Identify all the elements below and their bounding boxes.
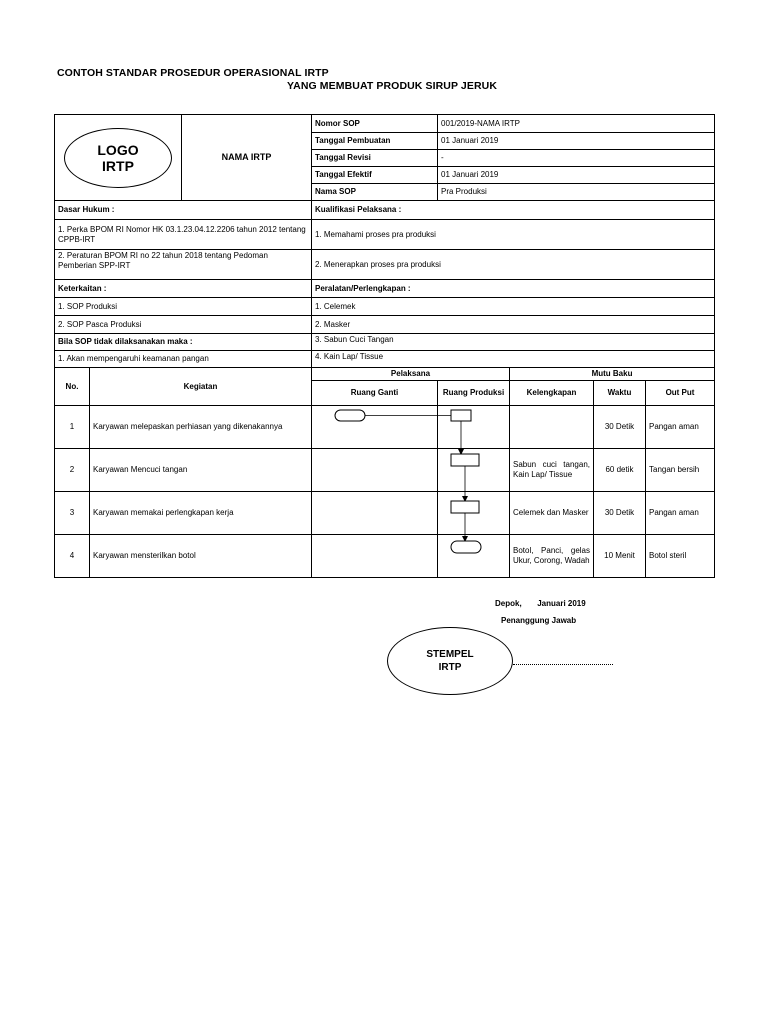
col-header-ruang-ganti: Ruang Ganti bbox=[312, 380, 438, 405]
col-header-no: No. bbox=[55, 368, 90, 406]
peralatan-item: 1. Celemek bbox=[312, 298, 715, 316]
peralatan-item: 3. Sabun Cuci Tangan bbox=[312, 334, 715, 351]
dasar-hukum-label: Dasar Hukum : bbox=[55, 201, 312, 220]
step-no: 2 bbox=[55, 448, 90, 491]
field-value-tanggal-revisi: - bbox=[438, 150, 715, 167]
kualifikasi-label: Kualifikasi Pelaksana : bbox=[312, 201, 715, 220]
step-no: 1 bbox=[55, 405, 90, 448]
field-label-tanggal-revisi: Tanggal Revisi bbox=[312, 150, 438, 167]
signature-line bbox=[513, 664, 613, 665]
step-no: 3 bbox=[55, 491, 90, 534]
col-header-waktu: Waktu bbox=[594, 380, 646, 405]
col-header-mutu-baku: Mutu Baku bbox=[510, 368, 715, 381]
step-waktu: 60 detik bbox=[594, 448, 646, 491]
field-label-tanggal-efektif: Tanggal Efektif bbox=[312, 167, 438, 184]
col-header-output: Out Put bbox=[646, 380, 715, 405]
step-output: Pangan aman bbox=[646, 405, 715, 448]
field-label-nama-sop: Nama SOP bbox=[312, 184, 438, 201]
stamp-placeholder: STEMPEL IRTP bbox=[387, 627, 513, 695]
peralatan-label: Peralatan/Perlengkapan : bbox=[312, 280, 715, 298]
step-kegiatan: Karyawan Mencuci tangan bbox=[90, 448, 312, 491]
step-kelengkapan: Botol, Panci, gelas Ukur, Corong, Wadah bbox=[510, 534, 594, 577]
flow-end-terminator bbox=[451, 541, 481, 553]
flow-process-box bbox=[451, 454, 479, 466]
process-flowchart bbox=[311, 405, 511, 577]
field-label-nomor-sop: Nomor SOP bbox=[312, 115, 438, 133]
field-value-tanggal-pembuatan: 01 Januari 2019 bbox=[438, 133, 715, 150]
company-name: NAMA IRTP bbox=[182, 115, 312, 201]
col-header-ruang-produksi: Ruang Produksi bbox=[438, 380, 510, 405]
step-output: Tangan bersih bbox=[646, 448, 715, 491]
dasar-hukum-item: 2. Peraturan BPOM RI no 22 tahun 2018 tentang Pedoman Pemberian SPP-IRT bbox=[55, 250, 312, 280]
field-value-nama-sop: Pra Produksi bbox=[438, 184, 715, 201]
keterkaitan-label: Keterkaitan : bbox=[55, 280, 312, 298]
dasar-hukum-item: 1. Perka BPOM RI Nomor HK 03.1.23.04.12.2206 tahun 2012 tentang CPPB-IRT bbox=[55, 220, 312, 250]
bila-sop-label: Bila SOP tidak dilaksanakan maka : bbox=[55, 334, 312, 351]
flow-process-box bbox=[451, 410, 471, 421]
document-title: CONTOH STANDAR PROSEDUR OPERASIONAL IRTP bbox=[57, 67, 329, 79]
step-kelengkapan: Sabun cuci tangan, Kain Lap/ Tissue bbox=[510, 448, 594, 491]
signature-role: Penanggung Jawab bbox=[501, 616, 577, 625]
col-header-kegiatan: Kegiatan bbox=[90, 368, 312, 406]
peralatan-item: 4. Kain Lap/ Tissue bbox=[312, 351, 715, 368]
field-value-nomor-sop: 001/2019-NAMA IRTP bbox=[438, 115, 715, 133]
keterkaitan-item: 1. SOP Produksi bbox=[55, 298, 312, 316]
kualifikasi-item: 1. Memahami proses pra produksi bbox=[312, 220, 715, 250]
peralatan-item: 2. Masker bbox=[312, 316, 715, 334]
logo-placeholder: LOGO IRTP bbox=[64, 128, 172, 188]
step-kelengkapan: Celemek dan Masker bbox=[510, 491, 594, 534]
flow-start-terminator bbox=[335, 410, 365, 421]
step-waktu: 30 Detik bbox=[594, 491, 646, 534]
bila-sop-item: 1. Akan mempengaruhi keamanan pangan bbox=[55, 351, 312, 368]
field-label-tanggal-pembuatan: Tanggal Pembuatan bbox=[312, 133, 438, 150]
step-kegiatan: Karyawan melepaskan perhiasan yang dikenakannya bbox=[90, 405, 312, 448]
kualifikasi-item: 2. Menerapkan proses pra produksi bbox=[312, 250, 715, 280]
col-header-kelengkapan: Kelengkapan bbox=[510, 380, 594, 405]
document-subtitle: YANG MEMBUAT PRODUK SIRUP JERUK bbox=[287, 80, 498, 92]
step-kelengkapan bbox=[510, 405, 594, 448]
step-no: 4 bbox=[55, 534, 90, 577]
signature-place-date: Depok, Januari 2019 bbox=[495, 599, 586, 608]
flow-process-box bbox=[451, 501, 479, 513]
step-output: Botol steril bbox=[646, 534, 715, 577]
field-value-tanggal-efektif: 01 Januari 2019 bbox=[438, 167, 715, 184]
step-kegiatan: Karyawan mensterilkan botol bbox=[90, 534, 312, 577]
keterkaitan-item: 2. SOP Pasca Produksi bbox=[55, 316, 312, 334]
step-output: Pangan aman bbox=[646, 491, 715, 534]
step-waktu: 10 Menit bbox=[594, 534, 646, 577]
step-kegiatan: Karyawan memakai perlengkapan kerja bbox=[90, 491, 312, 534]
logo-cell bbox=[55, 115, 182, 201]
col-header-pelaksana: Pelaksana bbox=[312, 368, 510, 381]
step-waktu: 30 Detik bbox=[594, 405, 646, 448]
